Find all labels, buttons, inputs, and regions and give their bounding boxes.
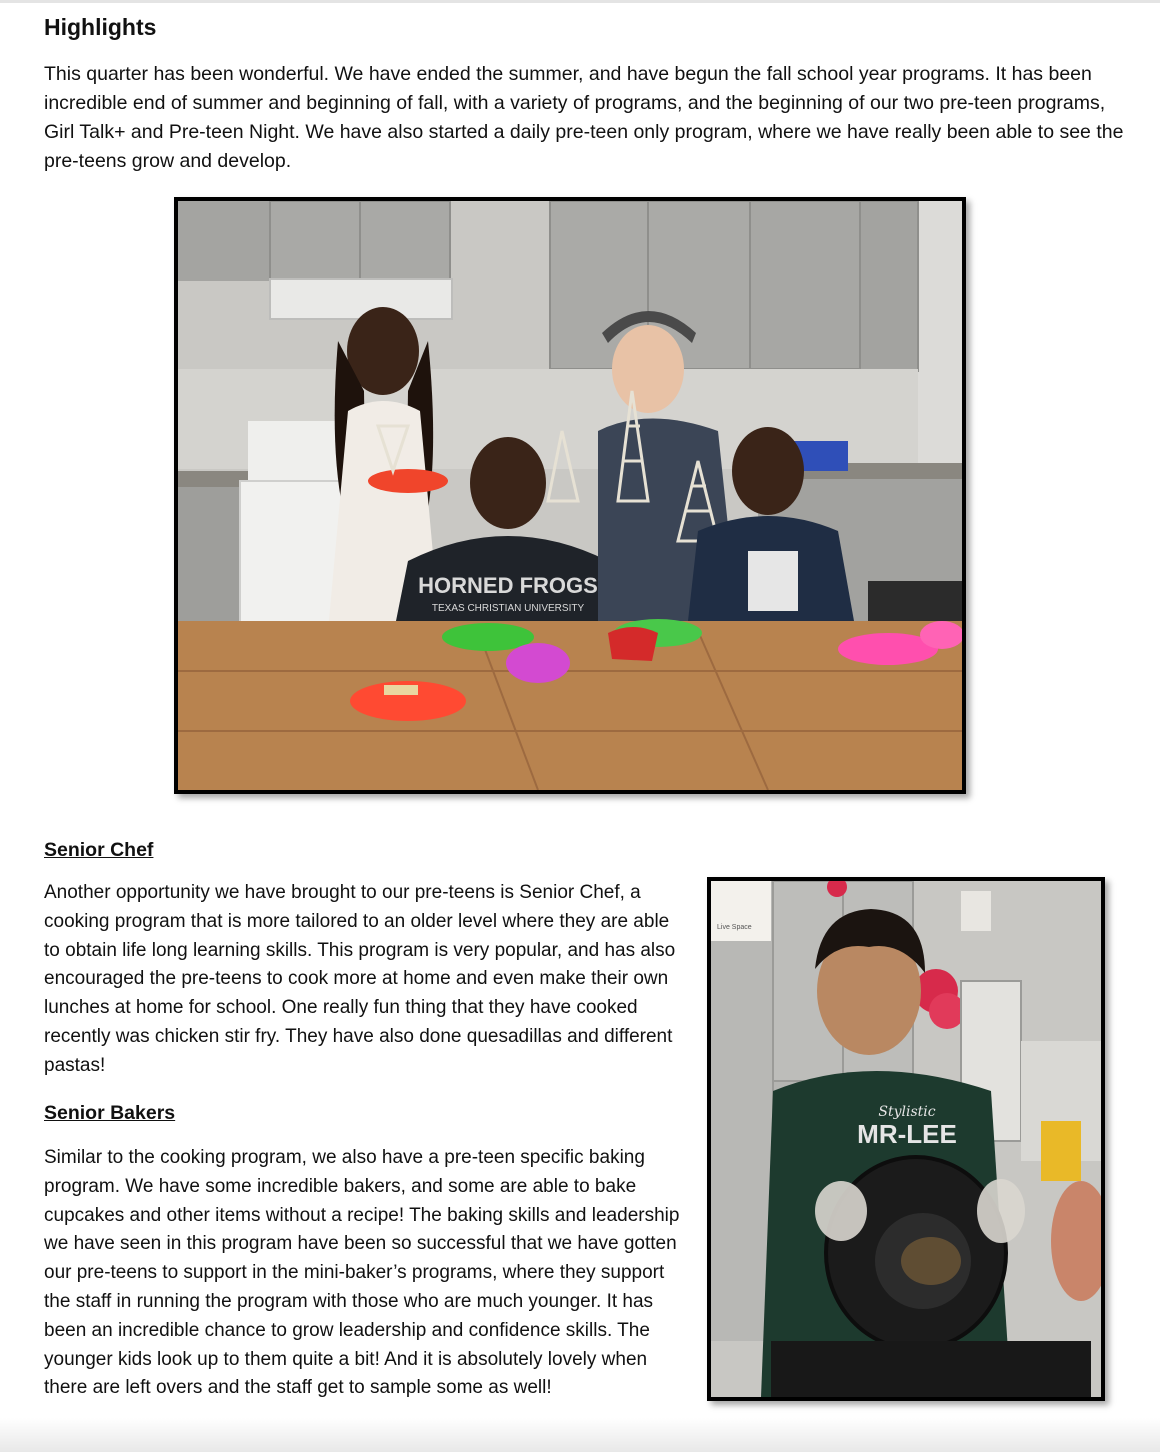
tcu-shirt-text: HORNED FROGS bbox=[418, 573, 598, 598]
senior-bakers-heading: Senior Bakers bbox=[44, 1102, 176, 1124]
wall-sign-text: Live Space bbox=[717, 924, 752, 931]
highlights-intro-paragraph: This quarter has been wonderful. We have ended the summer, and have begun the fall school year programs. It has been incredible end of summer and beginning of fall, with a variety of programs, and the beginning of our two pre-teen programs, Girl Talk+ and Pre-teen Night. We have also started a daily pre-teen only program, where we have really been able to see the pre-teens grow and develop. bbox=[44, 63, 1124, 172]
page-bottom-fade bbox=[0, 1418, 1160, 1452]
senior-bakers-paragraph: Similar to the cooking program, we also have a pre-teen specific baking program. We have some incredible bakers, and some are able to bake cupcakes and other items without a recipe! The baking skills and leadership we have seen in this program have been so successful that we have gotten our pre-teens to support in the mini-baker’s programs, where they support the staff in running the program with those who are much younger. It has been an incredible chance to grow leadership and confidence skills. The younger kids look up to them quite a bit! And it is absolutely lovely when there are left overs and the staff get to sample some as well! bbox=[44, 1147, 680, 1399]
tcu-shirt-subtext: TEXAS CHRISTIAN UNIVERSITY bbox=[431, 603, 585, 614]
senior-chef-paragraph: Another opportunity we have brought to our pre-teens is Senior Chef, a cooking program that is more tailored to an older level where they are able to obtain life long learning skills. This program is very popular, and has also encouraged the pre-teens to cook more at home and even make their own lunches at home for school. One really fun thing that they have cooked recently was chicken stir fry. They have also done quesadillas and different pastas! bbox=[44, 882, 676, 1076]
senior-chef-heading: Senior Chef bbox=[44, 839, 154, 861]
shirt-main-text: MR-LEE bbox=[857, 1119, 957, 1149]
page-top-rule bbox=[0, 0, 1160, 3]
shirt-script-text: Stylistic bbox=[878, 1104, 936, 1120]
kitchen-group-photo bbox=[174, 197, 966, 794]
kitchen-group-photo-illustration bbox=[178, 201, 962, 790]
boy-with-pan-photo bbox=[707, 877, 1105, 1401]
highlights-heading: Highlights bbox=[44, 14, 157, 40]
boy-with-pan-photo-illustration bbox=[711, 881, 1101, 1397]
